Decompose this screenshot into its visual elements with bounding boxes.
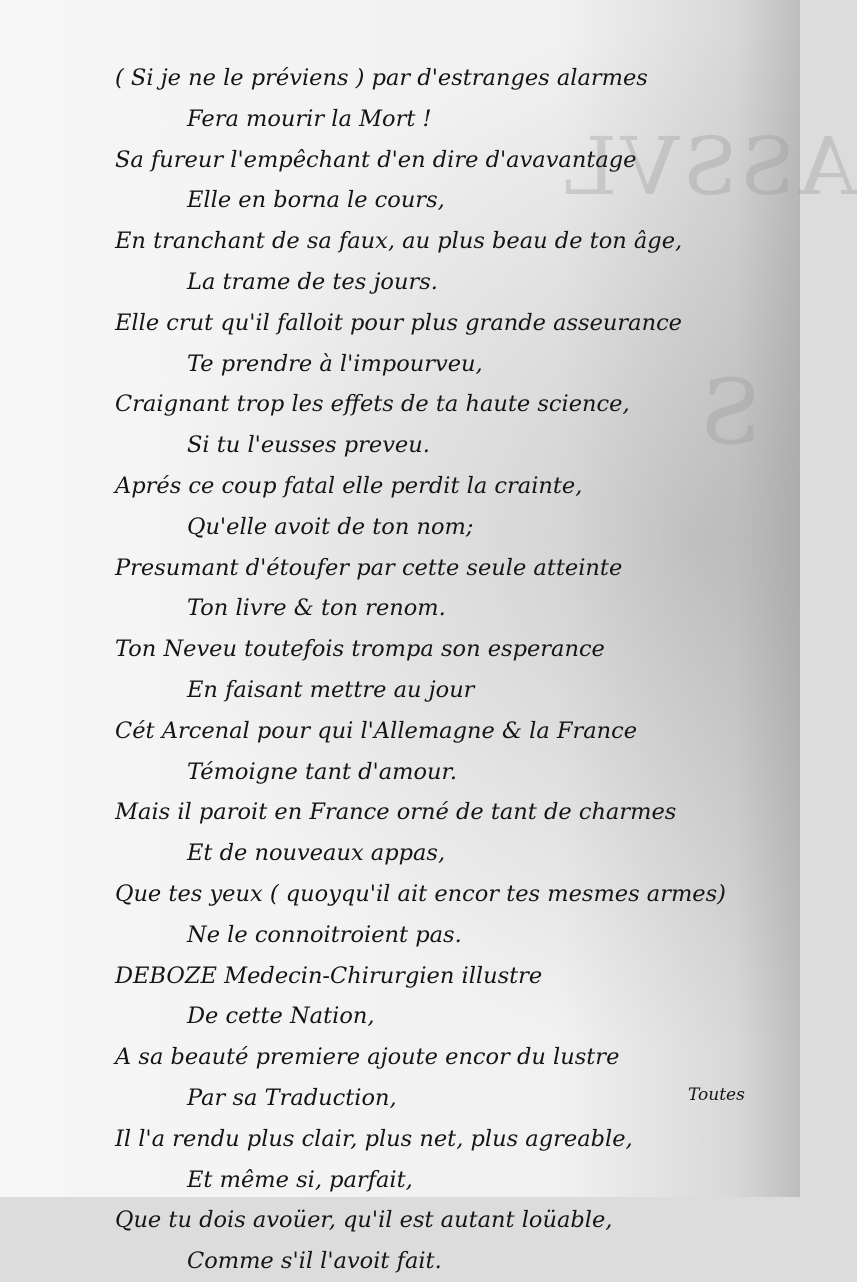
verse-line: A sa beauté premiere ajoute encor du lustre — [115, 1044, 620, 1071]
verse-line: Ton livre & ton renom. — [187, 595, 446, 622]
verse-line: En tranchant de sa faux, au plus beau de ton âge, — [115, 228, 683, 255]
verse-line: Il l'a rendu plus clair, plus net, plus agreable, — [115, 1125, 633, 1152]
verse-line: La trame de tes jours. — [187, 268, 438, 295]
catchword: Toutes — [688, 1085, 745, 1105]
verse-line: ( Si je ne le préviens ) par d'estranges alarmes — [115, 65, 648, 91]
verse-line: Mais il paroit en France orné de tant de charmes — [115, 799, 677, 826]
show-through-initial: S — [700, 360, 762, 465]
verse-line: Cét Arcenal pour qui l'Allemagne & la France — [115, 717, 638, 744]
verse-line: Fera mourir la Mort ! — [187, 105, 432, 132]
verse-line: Comme s'il l'avoit fait. — [187, 1248, 442, 1275]
verse-line: Et de nouveaux appas, — [187, 840, 446, 867]
verse-line: De cette Nation, — [187, 1003, 375, 1030]
verse-line: Et même si, parfait, — [187, 1166, 413, 1193]
verse-line: Presumant d'étoufer par cette seule atteinte — [115, 554, 623, 581]
verse-line: Elle crut qu'il falloit pour plus grande asseurance — [115, 309, 682, 336]
verse-line: Témoigne tant d'amour. — [187, 758, 457, 785]
verse-line: Que tu dois avoüer, qu'il est autant loüable, — [115, 1207, 613, 1234]
show-through-decoration: ASSVL — [560, 120, 857, 213]
verse-line: Ton Neveu toutefois trompa son esperance — [115, 636, 605, 663]
verse-line: Aprés ce coup fatal elle perdit la crainte, — [115, 472, 583, 499]
verse-line: Par sa Traduction, — [187, 1084, 397, 1111]
verse-line: DEBOZE Medecin-Chirurgien illustre — [115, 962, 543, 989]
verse-line: Craignant trop les effets de ta haute science, — [115, 391, 630, 418]
poem-text — [115, 58, 755, 1282]
verse-line: En faisant mettre au jour — [187, 676, 475, 703]
verse-line: Qu'elle avoit de ton nom; — [187, 513, 474, 540]
verse-line: Sa fureur l'empêchant d'en dire d'avavantage — [115, 146, 637, 173]
verse-line: Si tu l'eusses preveu. — [187, 432, 430, 459]
verse-line: Ne le connoitroient pas. — [187, 921, 462, 948]
verse-line: Que tes yeux ( quoyqu'il ait encor tes mesmes armes) — [115, 880, 726, 907]
verse-line: Te prendre à l'impourveu, — [187, 350, 483, 377]
verse-line: Elle en borna le cours, — [187, 187, 445, 214]
